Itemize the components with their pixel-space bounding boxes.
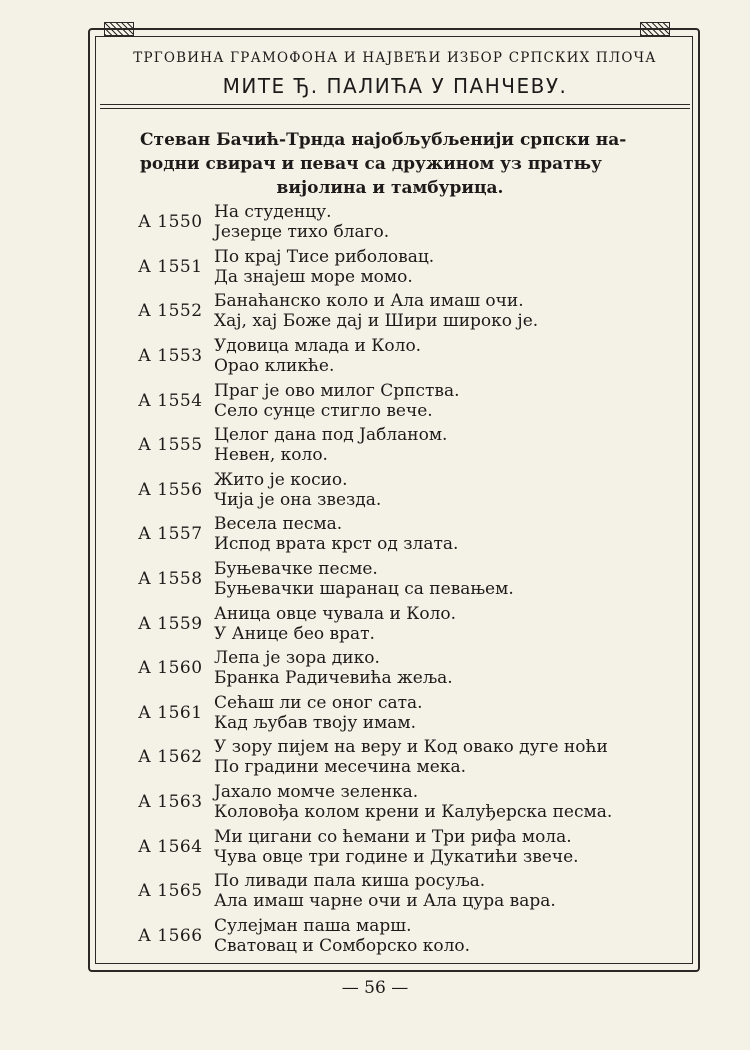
record-titles <box>214 425 447 465</box>
corner-ornament-right <box>640 22 670 36</box>
side-b-title: Чија је она звезда. <box>214 489 382 510</box>
record-titles <box>214 291 538 331</box>
header-owner-line: МИТЕ Ђ. ПАЛИЋА У ПАНЧЕВУ. <box>222 74 568 98</box>
catalog-number: А 1564 <box>138 836 203 857</box>
catalog-number: А 1552 <box>138 301 203 322</box>
catalog-number: А 1554 <box>138 390 203 411</box>
side-b-title: Сватовац и Сомборско коло. <box>214 935 471 956</box>
record-row <box>138 691 658 736</box>
page-number: — 56 — <box>341 978 409 998</box>
side-b-title: Да знајеш море момо. <box>214 266 413 287</box>
side-b-title: Буњевачки шаранац са певањем. <box>214 579 514 600</box>
record-row <box>138 289 658 334</box>
side-a-title: Јахало момче зеленка. <box>214 782 419 803</box>
record-row <box>138 423 658 468</box>
side-b-title: Коловођа колом крени и Калуђерска песма. <box>214 802 613 823</box>
corner-ornament-left <box>104 22 134 36</box>
record-row <box>138 378 658 423</box>
record-titles <box>214 470 381 510</box>
record-titles <box>214 782 612 822</box>
catalog-number: А 1557 <box>138 524 203 545</box>
record-row <box>138 601 658 646</box>
artist-heading-line2: родни свирач и певач са дружином уз пратњу <box>140 154 602 174</box>
side-a-title: По ливади пала киша росуља. <box>214 871 486 892</box>
side-b-title: Орао кликће. <box>214 356 335 377</box>
record-titles <box>214 559 514 599</box>
side-a-title: На студенцу. <box>214 202 332 223</box>
record-titles <box>214 336 421 376</box>
record-titles <box>214 693 423 733</box>
header-divider-second <box>100 108 690 109</box>
side-b-title: Испод врата крст од злата. <box>214 534 459 555</box>
side-a-title: Удовица млада и Коло. <box>214 336 422 357</box>
side-a-title: Буњевачке песме. <box>214 559 378 580</box>
record-row <box>138 512 658 557</box>
record-titles <box>214 871 556 911</box>
artist-heading <box>140 128 640 200</box>
record-row <box>138 245 658 290</box>
side-a-title: Весела песма. <box>214 514 343 535</box>
record-row <box>138 646 658 691</box>
side-b-title: Ала имаш чарне очи и Ала цура вара. <box>214 891 556 912</box>
record-titles <box>214 202 389 242</box>
side-b-title: Хај, хај Боже дај и Шири широко је. <box>214 311 539 332</box>
record-row <box>138 869 658 914</box>
catalog-number: А 1561 <box>138 702 203 723</box>
catalog-number: А 1558 <box>138 569 203 590</box>
record-row <box>138 468 658 513</box>
record-row <box>138 334 658 379</box>
side-a-title: Банаћанско коло и Ала имаш очи. <box>214 291 524 312</box>
catalog-number: А 1566 <box>138 925 203 946</box>
side-b-title: Село сунце стигло вече. <box>214 400 433 421</box>
record-row <box>138 780 658 825</box>
header-divider <box>100 104 690 105</box>
record-titles <box>214 648 453 688</box>
record-titles <box>214 737 608 777</box>
record-list <box>138 200 658 958</box>
side-b-title: Бранка Радичевића жеља. <box>214 668 453 689</box>
side-a-title: Аница овце чувала и Коло. <box>214 603 457 624</box>
record-titles <box>214 604 456 644</box>
record-titles <box>214 827 579 867</box>
side-b-title: Чува овце три године и Дукатићи звече. <box>214 846 579 867</box>
record-titles <box>214 514 458 554</box>
header-shop-line: ТРГОВИНА ГРАМОФОНА И НАЈВЕЋИ ИЗБОР СРПСКИХ ПЛОЧА <box>133 50 657 66</box>
catalog-number: А 1555 <box>138 435 203 456</box>
side-a-title: Сулејман паша марш. <box>214 915 412 936</box>
record-titles <box>214 916 470 956</box>
side-a-title: По крај Тисе риболовац. <box>214 246 435 267</box>
artist-heading-line3: вијолина и тамбурица. <box>276 178 504 198</box>
side-a-title: Праг је ово милог Српства. <box>214 380 460 401</box>
catalog-number: А 1550 <box>138 212 203 233</box>
side-a-title: Целог дана под Јабланом. <box>214 425 448 446</box>
side-a-title: Ми цигани со ћемани и Три рифа мола. <box>214 826 572 847</box>
record-titles <box>214 381 460 421</box>
side-a-title: У зору пијем на веру и Код овако дуге ноћи <box>214 737 608 758</box>
catalog-number: А 1563 <box>138 792 203 813</box>
side-b-title: Кад љубав твоју имам. <box>214 712 417 733</box>
side-b-title: Невен, коло. <box>214 445 328 466</box>
side-a-title: Лепа је зора дико. <box>214 648 380 669</box>
side-a-title: Сећаш ли се оног сата. <box>214 692 423 713</box>
artist-heading-line1: Стеван Бачић-Трнда најобљубљенији српски на- <box>140 130 627 150</box>
catalog-number: А 1562 <box>138 747 203 768</box>
record-titles <box>214 247 434 287</box>
catalog-number: А 1551 <box>138 256 203 277</box>
catalog-number: А 1560 <box>138 658 203 679</box>
catalog-number: А 1553 <box>138 346 203 367</box>
catalog-number: А 1556 <box>138 479 203 500</box>
side-a-title: Жито је косио. <box>214 469 348 490</box>
catalog-number: А 1559 <box>138 613 203 634</box>
side-b-title: Језерце тихо благо. <box>214 222 390 243</box>
side-b-title: У Анице бео врат. <box>214 623 375 644</box>
record-row <box>138 914 658 959</box>
side-b-title: По градини месечина мека. <box>214 757 467 778</box>
record-row <box>138 557 658 602</box>
record-row <box>138 824 658 869</box>
record-row <box>138 200 658 245</box>
record-row <box>138 735 658 780</box>
catalog-number: А 1565 <box>138 881 203 902</box>
